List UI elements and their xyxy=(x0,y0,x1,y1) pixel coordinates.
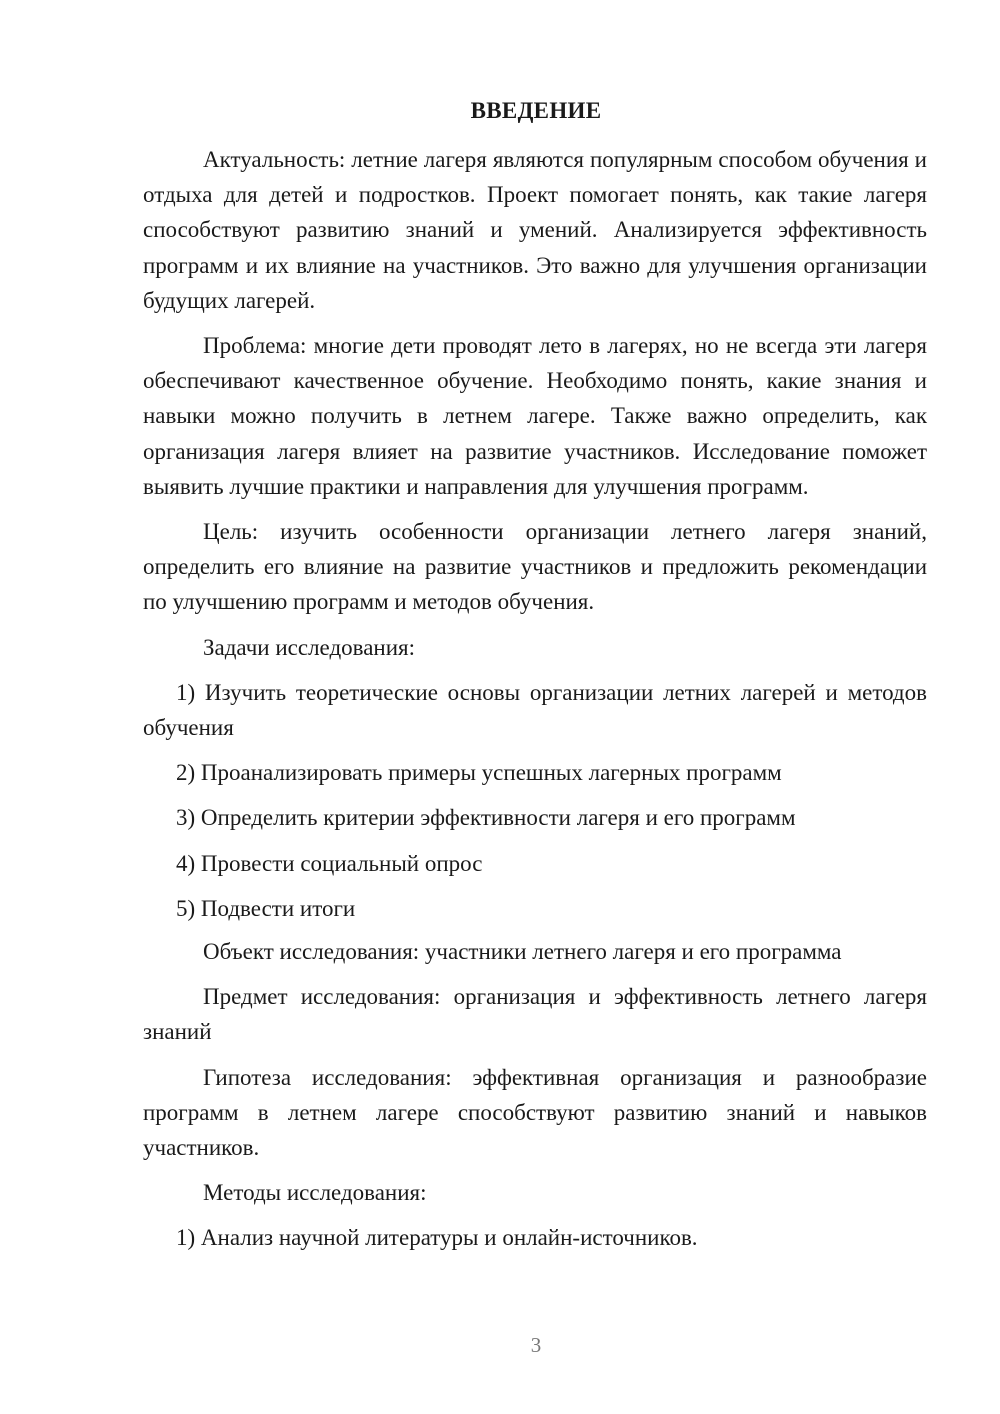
tasks-heading: Задачи исследования: xyxy=(203,634,416,660)
methods-heading: Методы исследования: xyxy=(203,1180,427,1206)
paragraph-problem: Проблема: многие дети проводят лето в лагерях, но не всегда эти лагеря обеспечивают качественное обучение. Необходимо понять, какие знания и навыки можно получить в летнем лагере. Также важно определить, как организация лагеря влияет на развитие участников. Исследование поможет выявить лучшие практики и направления для улучшения программ. xyxy=(143,333,927,499)
paragraph-hypothesis: Гипотеза исследования: эффективная организация и разнообразие программ в летнем лагере способствуют развитию знаний и навыков участников. xyxy=(143,1064,927,1161)
paragraph-goal: Цель: изучить особенности организации летнего лагеря знаний, определить его влияние на развитие участников и предложить рекомендации по улучшению программ и методов обучения. xyxy=(143,519,927,615)
section-title: ВВЕДЕНИЕ xyxy=(470,98,602,123)
paragraph-object: Объект исследования: участники летнего лагеря и его программа xyxy=(203,939,842,965)
task-item-4: 4) Провести социальный опрос xyxy=(176,850,483,876)
task-item-3: 3) Определить критерии эффективности лагеря и его программ xyxy=(176,805,796,831)
document-body xyxy=(143,142,927,1266)
task-item-1: 1) Изучить теоретические основы организации летних лагерей и методов обучения xyxy=(143,679,927,741)
paragraph-relevance: Актуальность: летние лагеря являются популярным способом обучения и отдыха для детей и подростков. Проект помогает понять, как такие лагеря способствуют развитию знаний и умений. Анализируется эффективность программ и их влияние на участников. Это важно для улучшения организации будущих лагерей. xyxy=(143,147,927,313)
task-item-2: 2) Проанализировать примеры успешных лагерных программ xyxy=(176,760,782,786)
task-item-5: 5) Подвести итоги xyxy=(176,895,356,921)
page-number: 3 xyxy=(530,1333,542,1357)
method-item-1: 1) Анализ научной литературы и онлайн-источников. xyxy=(176,1225,698,1251)
paragraph-subject: Предмет исследования: организация и эффективность летнего лагеря знаний xyxy=(143,984,927,1045)
